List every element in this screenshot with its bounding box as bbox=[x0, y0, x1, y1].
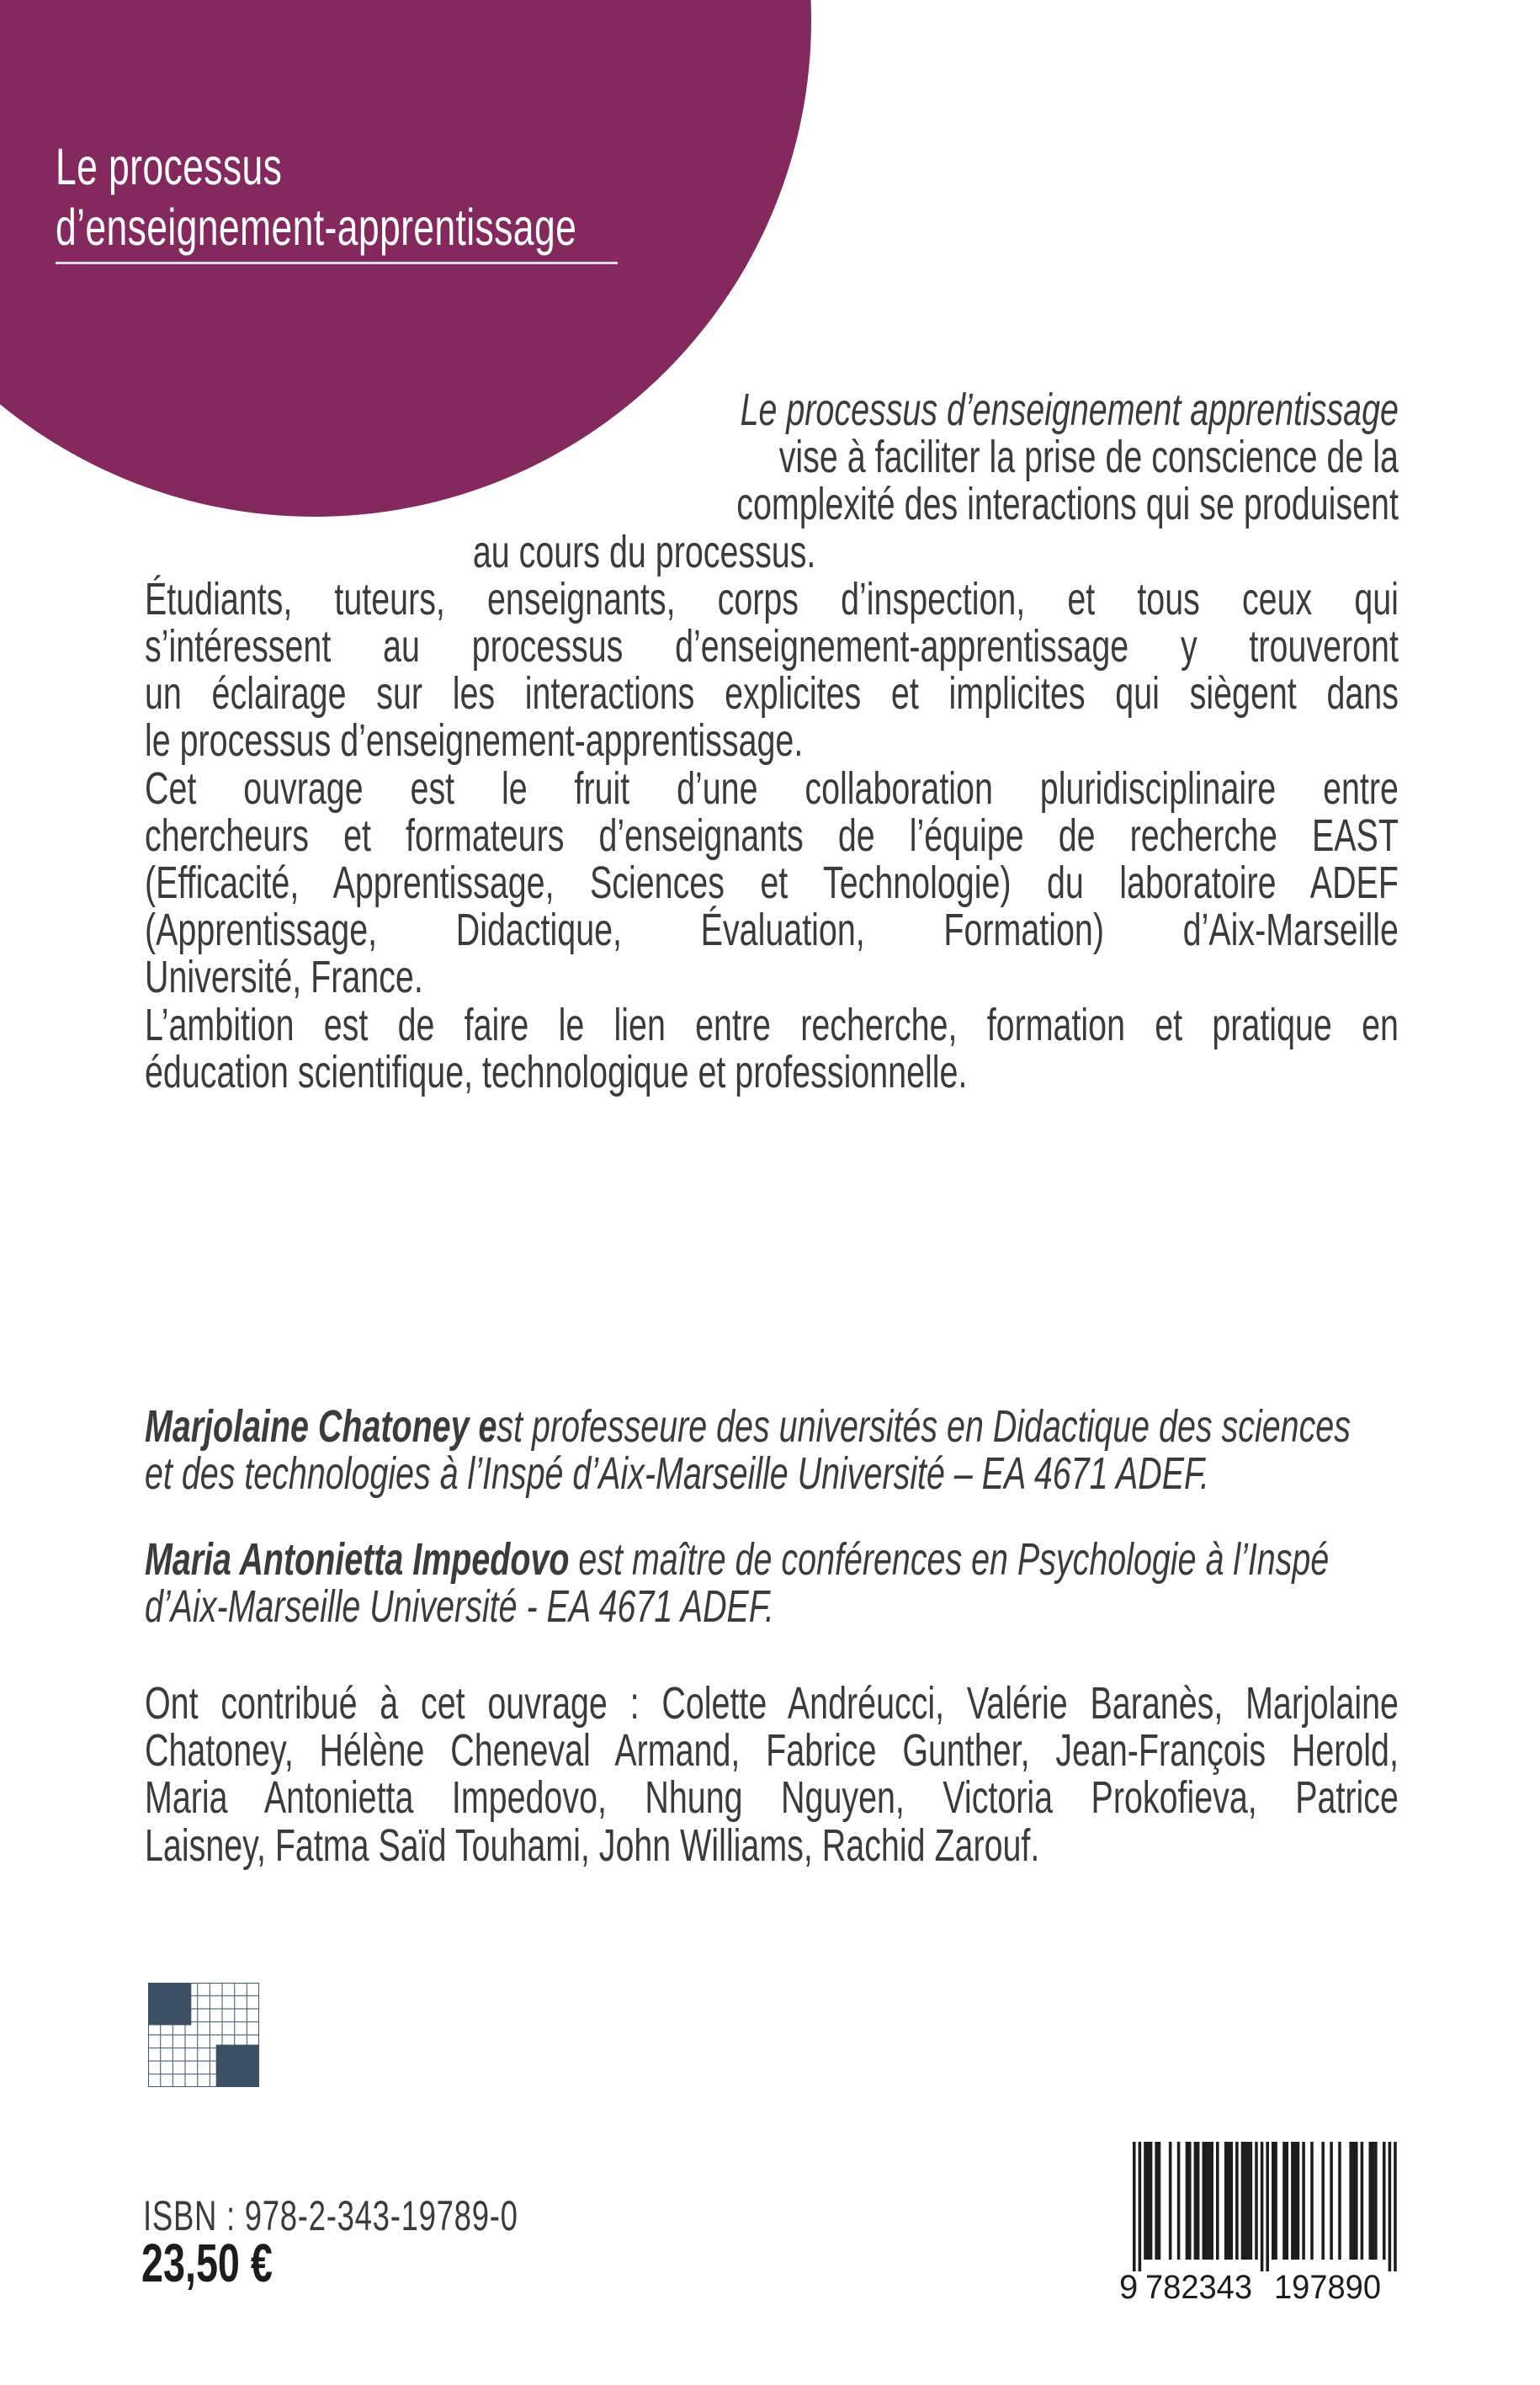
bio-text: st professeure des universités en Didactique des sciences bbox=[497, 1401, 1351, 1452]
contributors-line: Laisney, Fatma Saïd Touhami, John Williams, Rachid Zarouf. bbox=[145, 1819, 1040, 1871]
contributors-line: Maria Antonietta Impedovo, Nhung Nguyen, Victoria Prokofieva, Patrice bbox=[145, 1772, 1399, 1824]
book-title-line1: Le processus bbox=[56, 138, 283, 195]
title-underline-rule bbox=[56, 262, 618, 264]
bio-line bbox=[145, 1403, 1527, 1450]
synopsis-line: (Efficacité, Apprentissage, Sciences et Technologie) du laboratoire ADEF bbox=[145, 858, 1399, 909]
synopsis-line: vise à faciliter la prise de conscience de la bbox=[778, 432, 1399, 483]
synopsis-line: L’ambition est de faire le lien entre recherche, formation et pratique en bbox=[145, 999, 1399, 1050]
publisher-grid-logo-icon bbox=[148, 1983, 259, 2087]
synopsis-line: Le processus d’enseignement apprentissage bbox=[740, 385, 1399, 435]
synopsis-line: au cours du processus. bbox=[472, 526, 816, 577]
synopsis-line: chercheurs et formateurs d’enseignants de l’équipe de recherche EAST bbox=[145, 810, 1399, 861]
logo-square-top-left bbox=[148, 1983, 191, 2025]
author-name: Marjolaine Chatoney e bbox=[145, 1401, 497, 1452]
synopsis-line: Étudiants, tuteurs, enseignants, corps d’inspection, et tous ceux qui bbox=[145, 573, 1399, 624]
contributors-text bbox=[145, 1680, 1399, 1869]
synopsis-line: Université, France. bbox=[145, 952, 423, 1003]
bio-line: d’Aix-Marseille Université - EA 4671 ADEF. bbox=[145, 1581, 774, 1632]
logo-square-bottom-right bbox=[216, 2045, 259, 2087]
contributors-line: Ont contribué à cet ouvrage : Colette Andréucci, Valérie Baranès, Marjolaine bbox=[145, 1678, 1399, 1729]
barcode-bars bbox=[1133, 2142, 1397, 2271]
synopsis-line: (Apprentissage, Didactique, Évaluation, Formation) d’Aix-Marseille bbox=[145, 905, 1399, 956]
synopsis-line: Cet ouvrage est le fruit d’une collaboration pluridisciplinaire entre bbox=[145, 762, 1399, 814]
barcode-ean13 bbox=[1119, 2142, 1410, 2303]
author-name: Maria Antonietta Impedovo bbox=[145, 1534, 570, 1585]
synopsis-line: éducation scientifique, technologique et professionnelle. bbox=[145, 1046, 968, 1097]
isbn-text: ISBN : 978-2-343-19789-0 bbox=[143, 2192, 518, 2239]
barcode-digits-group2: 197890 bbox=[1274, 2269, 1381, 2303]
synopsis-line: un éclairage sur les interactions explicites et implicites qui siègent dans bbox=[145, 668, 1399, 720]
bio-line bbox=[145, 1536, 1527, 1583]
barcode-digits-group1: 782343 bbox=[1145, 2269, 1252, 2303]
author-bio-chatoney bbox=[145, 1403, 1527, 1497]
synopsis-line: le processus d’enseignement-apprentissage. bbox=[145, 715, 804, 767]
bio-text: est maître de conférences en Psychologie à l’Inspé bbox=[569, 1534, 1330, 1585]
synopsis-text bbox=[145, 386, 1399, 1096]
price-text: 23,50 € bbox=[141, 2233, 273, 2293]
synopsis-line: complexité des interactions qui se produisent bbox=[736, 479, 1399, 530]
contributors-line: Chatoney, Hélène Cheneval Armand, Fabrice Gunther, Jean-François Herold, bbox=[145, 1725, 1399, 1777]
book-title-line2: d’enseignement-apprentissage bbox=[56, 199, 577, 256]
synopsis-line: s’intéressent au processus d’enseignement-apprentissage y trouveront bbox=[145, 621, 1399, 672]
author-bio-impedovo bbox=[145, 1536, 1527, 1630]
barcode-digit-left: 9 bbox=[1119, 2269, 1139, 2303]
bio-line: et des technologies à l’Inspé d’Aix-Marseille Université – EA 4671 ADEF. bbox=[145, 1448, 1210, 1499]
book-title bbox=[56, 136, 576, 258]
